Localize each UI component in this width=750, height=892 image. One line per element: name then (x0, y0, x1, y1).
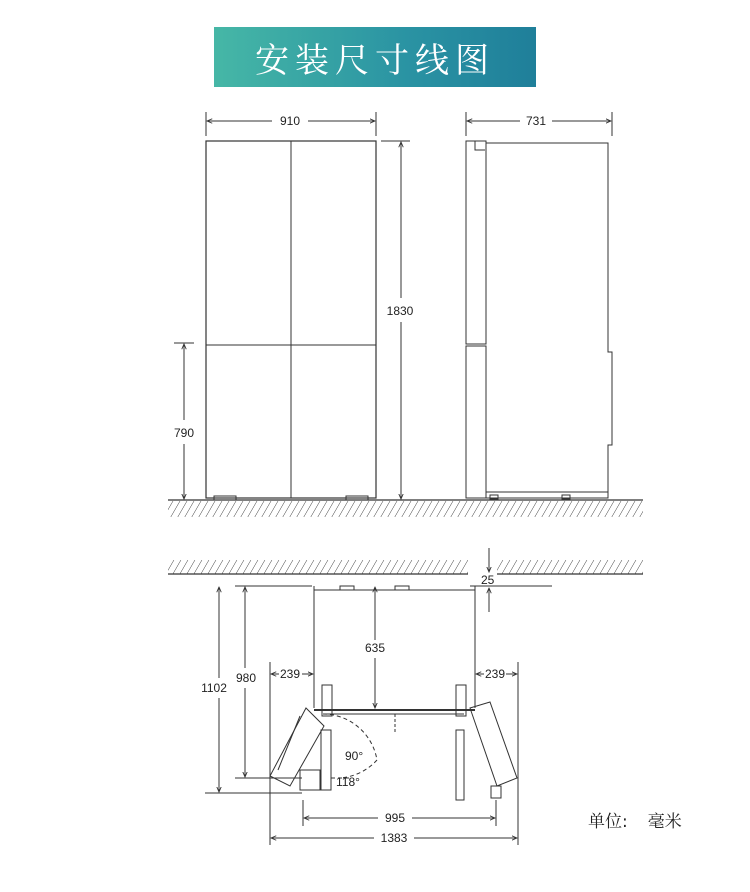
dim-body-depth: 635 (364, 641, 386, 655)
dim-depth-door-open: 1102 (201, 681, 227, 695)
floor-hatch (168, 500, 643, 517)
unit-label: 单位: (588, 812, 628, 832)
angle-118-label: 118° (336, 775, 360, 789)
dim-depth-door-90: 980 (235, 671, 257, 685)
dim-height: 1830 (386, 304, 414, 318)
front-view (206, 141, 376, 500)
dim-side-clearance-left: 239 (279, 667, 301, 681)
dim-depth: 731 (525, 114, 547, 128)
angle-90-label: 90° (345, 749, 364, 763)
wall-hatch (168, 560, 643, 574)
dim-side-clearance-right: 239 (484, 667, 506, 681)
dim-opening-inner-width: 995 (384, 811, 406, 825)
top-view-body (270, 586, 517, 800)
dim-wall-clearance: 25 (481, 573, 495, 587)
dim-width: 910 (279, 114, 301, 128)
dim-lower-door-height: 790 (173, 426, 195, 440)
page-title: 安装尺寸线图 (255, 40, 495, 81)
unit-note (588, 807, 702, 832)
dim-opening-total-width: 1383 (380, 831, 408, 845)
side-view (466, 141, 612, 499)
unit-value: 毫米 (647, 812, 682, 832)
